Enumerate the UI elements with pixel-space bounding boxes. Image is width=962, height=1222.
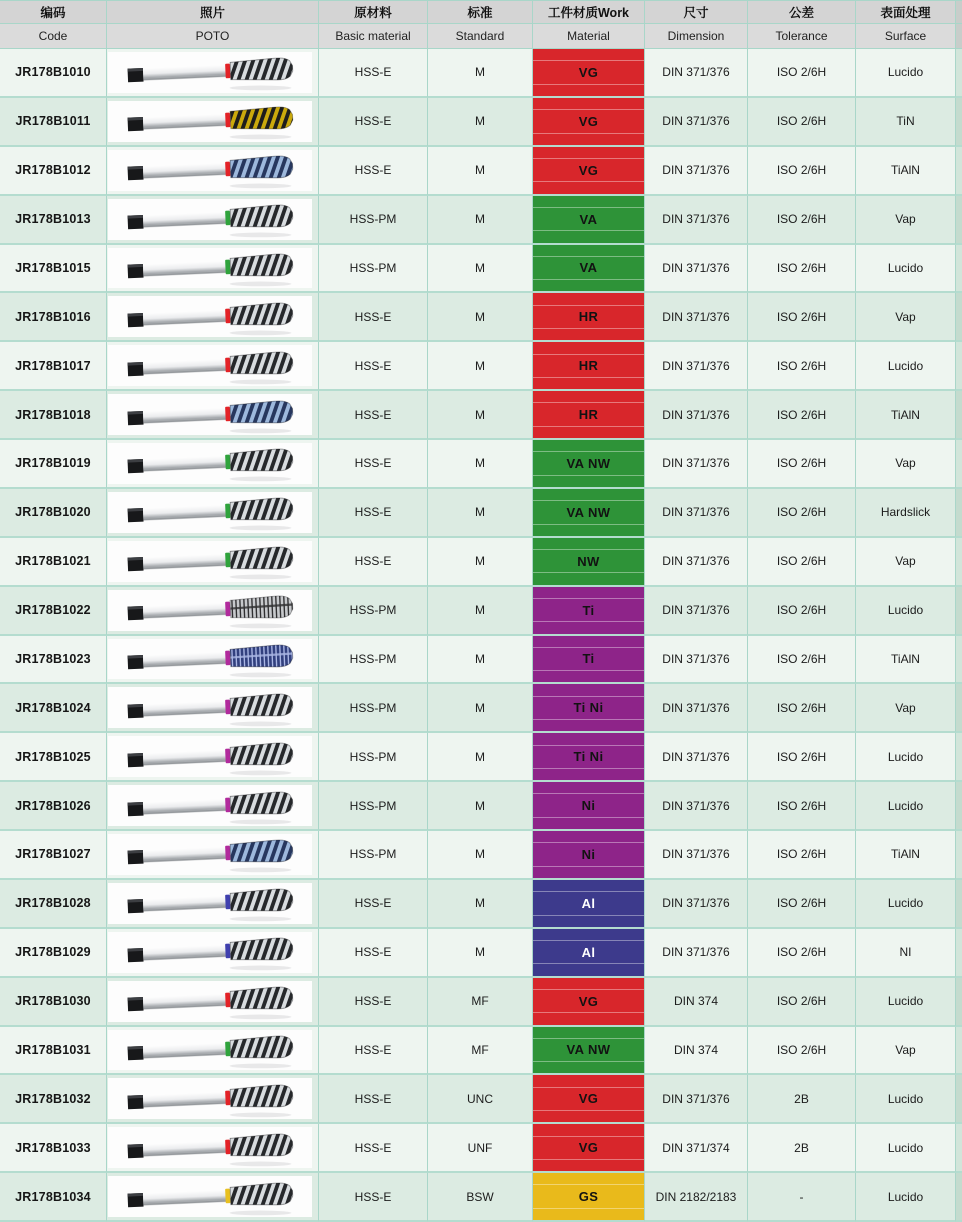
basic-material-cell: HSS-PM <box>319 636 428 685</box>
edge-strip <box>956 978 962 1027</box>
edge-strip <box>956 342 962 391</box>
table-row <box>0 293 962 342</box>
tap-photo <box>108 345 312 386</box>
code-cell: JR178B1023 <box>0 636 107 685</box>
code-cell: JR178B1019 <box>0 440 107 489</box>
material-cell: Ni <box>533 782 645 831</box>
material-cell: HR <box>533 391 645 440</box>
header-basic-material-en: Basic material <box>319 24 428 49</box>
standard-cell: M <box>428 538 533 587</box>
tap-photo <box>108 883 312 924</box>
dimension-cell: DIN 371/376 <box>645 831 748 880</box>
surface-cell: Vap <box>856 196 956 245</box>
basic-material-cell: HSS-PM <box>319 782 428 831</box>
table-row <box>0 1027 962 1076</box>
photo-cell <box>107 978 319 1027</box>
basic-material-cell: HSS-E <box>319 391 428 440</box>
header-dimension-en: Dimension <box>645 24 748 49</box>
edge-strip <box>956 98 962 147</box>
material-cell: VG <box>533 147 645 196</box>
edge-strip <box>956 245 962 294</box>
photo-cell <box>107 684 319 733</box>
code-cell: JR178B1010 <box>0 49 107 98</box>
tolerance-cell: ISO 2/6H <box>748 587 856 636</box>
tolerance-cell: ISO 2/6H <box>748 245 856 294</box>
surface-cell: TiAlN <box>856 636 956 685</box>
edge-strip <box>956 831 962 880</box>
tolerance-cell: ISO 2/6H <box>748 538 856 587</box>
basic-material-cell: HSS-E <box>319 538 428 587</box>
tap-photo <box>108 541 312 582</box>
basic-material-cell: HSS-E <box>319 98 428 147</box>
code-cell: JR178B1029 <box>0 929 107 978</box>
surface-cell: Lucido <box>856 587 956 636</box>
basic-material-cell: HSS-E <box>319 1124 428 1173</box>
tolerance-cell: ISO 2/6H <box>748 391 856 440</box>
code-cell: JR178B1016 <box>0 293 107 342</box>
header-dimension-zh: 尺寸 <box>645 1 748 24</box>
code-cell: JR178B1011 <box>0 98 107 147</box>
edge-strip <box>956 196 962 245</box>
header-row-english <box>0 24 962 49</box>
tolerance-cell: - <box>748 1173 856 1222</box>
tap-photo <box>108 296 312 337</box>
table-row <box>0 929 962 978</box>
header-surface-en: Surface <box>856 24 956 49</box>
standard-cell: M <box>428 391 533 440</box>
material-cell: VA NW <box>533 1027 645 1076</box>
surface-cell: Lucido <box>856 1173 956 1222</box>
code-cell: JR178B1017 <box>0 342 107 391</box>
material-cell: Al <box>533 880 645 929</box>
dimension-cell: DIN 371/376 <box>645 391 748 440</box>
surface-cell: TiAlN <box>856 831 956 880</box>
tap-photo <box>108 785 312 826</box>
photo-cell <box>107 196 319 245</box>
tap-photo <box>108 639 312 680</box>
standard-cell: M <box>428 929 533 978</box>
edge-strip <box>956 49 962 98</box>
photo-cell <box>107 587 319 636</box>
material-cell: VA <box>533 196 645 245</box>
material-cell: VG <box>533 98 645 147</box>
photo-cell <box>107 1075 319 1124</box>
surface-cell: Vap <box>856 684 956 733</box>
header-surface-zh: 表面处理 <box>856 1 956 24</box>
table-row <box>0 1173 962 1222</box>
tolerance-cell: ISO 2/6H <box>748 293 856 342</box>
code-cell: JR178B1012 <box>0 147 107 196</box>
edge-strip <box>956 880 962 929</box>
tolerance-cell: ISO 2/6H <box>748 831 856 880</box>
code-cell: JR178B1021 <box>0 538 107 587</box>
material-cell: Ni <box>533 831 645 880</box>
surface-cell: Lucido <box>856 978 956 1027</box>
basic-material-cell: HSS-PM <box>319 587 428 636</box>
surface-cell: Vap <box>856 1027 956 1076</box>
edge-strip <box>956 684 962 733</box>
material-cell: VG <box>533 978 645 1027</box>
edge-strip <box>956 733 962 782</box>
standard-cell: M <box>428 147 533 196</box>
header-basic-material-zh: 原材料 <box>319 1 428 24</box>
standard-cell: M <box>428 684 533 733</box>
material-cell: HR <box>533 342 645 391</box>
tap-photo <box>108 834 312 875</box>
basic-material-cell: HSS-E <box>319 1075 428 1124</box>
material-cell: Ti Ni <box>533 684 645 733</box>
table-row <box>0 342 962 391</box>
dimension-cell: DIN 371/376 <box>645 489 748 538</box>
tap-photo <box>108 101 312 142</box>
photo-cell <box>107 489 319 538</box>
dimension-cell: DIN 371/376 <box>645 147 748 196</box>
edge-strip <box>956 489 962 538</box>
table-row <box>0 440 962 489</box>
table-row <box>0 636 962 685</box>
standard-cell: M <box>428 440 533 489</box>
code-cell: JR178B1032 <box>0 1075 107 1124</box>
table-row <box>0 978 962 1027</box>
dimension-cell: DIN 2182/2183 <box>645 1173 748 1222</box>
edge-strip <box>956 1027 962 1076</box>
header-standard-zh: 标准 <box>428 1 533 24</box>
table-row <box>0 684 962 733</box>
tolerance-cell: ISO 2/6H <box>748 636 856 685</box>
tolerance-cell: ISO 2/6H <box>748 49 856 98</box>
code-cell: JR178B1018 <box>0 391 107 440</box>
dimension-cell: DIN 371/374 <box>645 1124 748 1173</box>
edge-strip <box>956 782 962 831</box>
header-edge-strip <box>956 24 962 49</box>
table-row <box>0 245 962 294</box>
dimension-cell: DIN 374 <box>645 978 748 1027</box>
standard-cell: M <box>428 196 533 245</box>
edge-strip <box>956 391 962 440</box>
code-cell: JR178B1033 <box>0 1124 107 1173</box>
dimension-cell: DIN 371/376 <box>645 49 748 98</box>
dimension-cell: DIN 371/376 <box>645 880 748 929</box>
table-row <box>0 98 962 147</box>
photo-cell <box>107 782 319 831</box>
photo-cell <box>107 1173 319 1222</box>
tolerance-cell: ISO 2/6H <box>748 880 856 929</box>
basic-material-cell: HSS-E <box>319 1173 428 1222</box>
tolerance-cell: 2B <box>748 1124 856 1173</box>
surface-cell: TiAlN <box>856 391 956 440</box>
table-row <box>0 831 962 880</box>
dimension-cell: DIN 371/376 <box>645 587 748 636</box>
surface-cell: Lucido <box>856 49 956 98</box>
basic-material-cell: HSS-E <box>319 1027 428 1076</box>
photo-cell <box>107 98 319 147</box>
tolerance-cell: ISO 2/6H <box>748 196 856 245</box>
table-row <box>0 587 962 636</box>
dimension-cell: DIN 371/376 <box>645 636 748 685</box>
tolerance-cell: ISO 2/6H <box>748 684 856 733</box>
standard-cell: M <box>428 98 533 147</box>
header-edge-strip <box>956 1 962 24</box>
standard-cell: M <box>428 489 533 538</box>
code-cell: JR178B1024 <box>0 684 107 733</box>
photo-cell <box>107 245 319 294</box>
code-cell: JR178B1027 <box>0 831 107 880</box>
header-code-en: Code <box>0 24 107 49</box>
table-row <box>0 147 962 196</box>
photo-cell <box>107 49 319 98</box>
edge-strip <box>956 147 962 196</box>
tap-photo <box>108 52 312 93</box>
basic-material-cell: HSS-E <box>319 49 428 98</box>
standard-cell: M <box>428 831 533 880</box>
material-cell: GS <box>533 1173 645 1222</box>
material-cell: VA NW <box>533 489 645 538</box>
standard-cell: M <box>428 733 533 782</box>
surface-cell: Lucido <box>856 880 956 929</box>
dimension-cell: DIN 371/376 <box>645 196 748 245</box>
standard-cell: M <box>428 782 533 831</box>
material-cell: NW <box>533 538 645 587</box>
surface-cell: TiAlN <box>856 147 956 196</box>
dimension-cell: DIN 371/376 <box>645 98 748 147</box>
tolerance-cell: ISO 2/6H <box>748 98 856 147</box>
tap-photo <box>108 1030 312 1071</box>
table-row <box>0 196 962 245</box>
material-cell: VA <box>533 245 645 294</box>
code-cell: JR178B1015 <box>0 245 107 294</box>
material-cell: VG <box>533 1075 645 1124</box>
photo-cell <box>107 147 319 196</box>
dimension-cell: DIN 371/376 <box>645 1075 748 1124</box>
code-cell: JR178B1022 <box>0 587 107 636</box>
surface-cell: Lucido <box>856 245 956 294</box>
surface-cell: NI <box>856 929 956 978</box>
edge-strip <box>956 1173 962 1222</box>
tolerance-cell: ISO 2/6H <box>748 147 856 196</box>
dimension-cell: DIN 371/376 <box>645 342 748 391</box>
photo-cell <box>107 293 319 342</box>
tolerance-cell: ISO 2/6H <box>748 978 856 1027</box>
tap-photo <box>108 150 312 191</box>
tap-photo <box>108 1078 312 1119</box>
dimension-cell: DIN 371/376 <box>645 538 748 587</box>
header-material-en: Material <box>533 24 645 49</box>
edge-strip <box>956 1075 962 1124</box>
table-row <box>0 49 962 98</box>
tap-photo <box>108 1127 312 1168</box>
header-tolerance-en: Tolerance <box>748 24 856 49</box>
dimension-cell: DIN 371/376 <box>645 684 748 733</box>
basic-material-cell: HSS-E <box>319 880 428 929</box>
edge-strip <box>956 929 962 978</box>
dimension-cell: DIN 374 <box>645 1027 748 1076</box>
basic-material-cell: HSS-PM <box>319 245 428 294</box>
photo-cell <box>107 733 319 782</box>
basic-material-cell: HSS-PM <box>319 733 428 782</box>
standard-cell: UNC <box>428 1075 533 1124</box>
code-cell: JR178B1034 <box>0 1173 107 1222</box>
basic-material-cell: HSS-E <box>319 440 428 489</box>
tap-photo <box>108 590 312 631</box>
basic-material-cell: HSS-PM <box>319 831 428 880</box>
tap-photo <box>108 736 312 777</box>
photo-cell <box>107 831 319 880</box>
basic-material-cell: HSS-E <box>319 147 428 196</box>
tap-photo <box>108 248 312 289</box>
material-cell: Ti <box>533 636 645 685</box>
edge-strip <box>956 1124 962 1173</box>
surface-cell: TiN <box>856 98 956 147</box>
edge-strip <box>956 538 962 587</box>
tolerance-cell: ISO 2/6H <box>748 733 856 782</box>
standard-cell: M <box>428 293 533 342</box>
header-code-zh: 编码 <box>0 1 107 24</box>
header-material-zh: 工件材质Work <box>533 1 645 24</box>
edge-strip <box>956 440 962 489</box>
code-cell: JR178B1030 <box>0 978 107 1027</box>
photo-cell <box>107 1027 319 1076</box>
basic-material-cell: HSS-E <box>319 293 428 342</box>
tolerance-cell: ISO 2/6H <box>748 440 856 489</box>
standard-cell: MF <box>428 1027 533 1076</box>
tap-photo <box>108 981 312 1022</box>
material-cell: HR <box>533 293 645 342</box>
dimension-cell: DIN 371/376 <box>645 245 748 294</box>
dimension-cell: DIN 371/376 <box>645 733 748 782</box>
code-cell: JR178B1031 <box>0 1027 107 1076</box>
surface-cell: Vap <box>856 440 956 489</box>
material-cell: Ti Ni <box>533 733 645 782</box>
photo-cell <box>107 391 319 440</box>
photo-cell <box>107 1124 319 1173</box>
table-row <box>0 1075 962 1124</box>
surface-cell: Lucido <box>856 1075 956 1124</box>
header-row-chinese <box>0 1 962 24</box>
basic-material-cell: HSS-E <box>319 978 428 1027</box>
tap-photo <box>108 394 312 435</box>
material-cell: Al <box>533 929 645 978</box>
basic-material-cell: HSS-PM <box>319 684 428 733</box>
tolerance-cell: ISO 2/6H <box>748 782 856 831</box>
basic-material-cell: HSS-E <box>319 342 428 391</box>
code-cell: JR178B1025 <box>0 733 107 782</box>
material-cell: VG <box>533 49 645 98</box>
edge-strip <box>956 587 962 636</box>
dimension-cell: DIN 371/376 <box>645 929 748 978</box>
material-cell: VA NW <box>533 440 645 489</box>
tap-photo <box>108 443 312 484</box>
tap-photo <box>108 687 312 728</box>
photo-cell <box>107 342 319 391</box>
surface-cell: Hardslick <box>856 489 956 538</box>
code-cell: JR178B1020 <box>0 489 107 538</box>
table-body <box>0 49 962 1222</box>
standard-cell: M <box>428 49 533 98</box>
standard-cell: M <box>428 636 533 685</box>
tap-photo <box>108 932 312 973</box>
dimension-cell: DIN 371/376 <box>645 293 748 342</box>
edge-strip <box>956 636 962 685</box>
code-cell: JR178B1013 <box>0 196 107 245</box>
table-row <box>0 391 962 440</box>
photo-cell <box>107 636 319 685</box>
surface-cell: Lucido <box>856 342 956 391</box>
surface-cell: Lucido <box>856 733 956 782</box>
standard-cell: UNF <box>428 1124 533 1173</box>
surface-cell: Lucido <box>856 1124 956 1173</box>
standard-cell: M <box>428 245 533 294</box>
header-photo-zh: 照片 <box>107 1 319 24</box>
basic-material-cell: HSS-PM <box>319 196 428 245</box>
photo-cell <box>107 440 319 489</box>
tap-photo <box>108 492 312 533</box>
photo-cell <box>107 880 319 929</box>
edge-strip <box>956 293 962 342</box>
header-standard-en: Standard <box>428 24 533 49</box>
standard-cell: MF <box>428 978 533 1027</box>
standard-cell: M <box>428 880 533 929</box>
dimension-cell: DIN 371/376 <box>645 440 748 489</box>
tolerance-cell: 2B <box>748 1075 856 1124</box>
tolerance-cell: ISO 2/6H <box>748 489 856 538</box>
photo-cell <box>107 538 319 587</box>
tap-photo <box>108 1176 312 1217</box>
tap-photo <box>108 199 312 240</box>
table-row <box>0 880 962 929</box>
basic-material-cell: HSS-E <box>319 929 428 978</box>
surface-cell: Lucido <box>856 782 956 831</box>
tolerance-cell: ISO 2/6H <box>748 929 856 978</box>
standard-cell: M <box>428 342 533 391</box>
header-tolerance-zh: 公差 <box>748 1 856 24</box>
material-cell: VG <box>533 1124 645 1173</box>
code-cell: JR178B1028 <box>0 880 107 929</box>
surface-cell: Vap <box>856 538 956 587</box>
surface-cell: Vap <box>856 293 956 342</box>
table-row <box>0 489 962 538</box>
table-row <box>0 733 962 782</box>
material-cell: Ti <box>533 587 645 636</box>
code-cell: JR178B1026 <box>0 782 107 831</box>
dimension-cell: DIN 371/376 <box>645 782 748 831</box>
standard-cell: BSW <box>428 1173 533 1222</box>
basic-material-cell: HSS-E <box>319 489 428 538</box>
table-row <box>0 1124 962 1173</box>
table-row <box>0 538 962 587</box>
table-row <box>0 782 962 831</box>
photo-cell <box>107 929 319 978</box>
tolerance-cell: ISO 2/6H <box>748 1027 856 1076</box>
tolerance-cell: ISO 2/6H <box>748 342 856 391</box>
standard-cell: M <box>428 587 533 636</box>
header-photo-en: POTO <box>107 24 319 49</box>
